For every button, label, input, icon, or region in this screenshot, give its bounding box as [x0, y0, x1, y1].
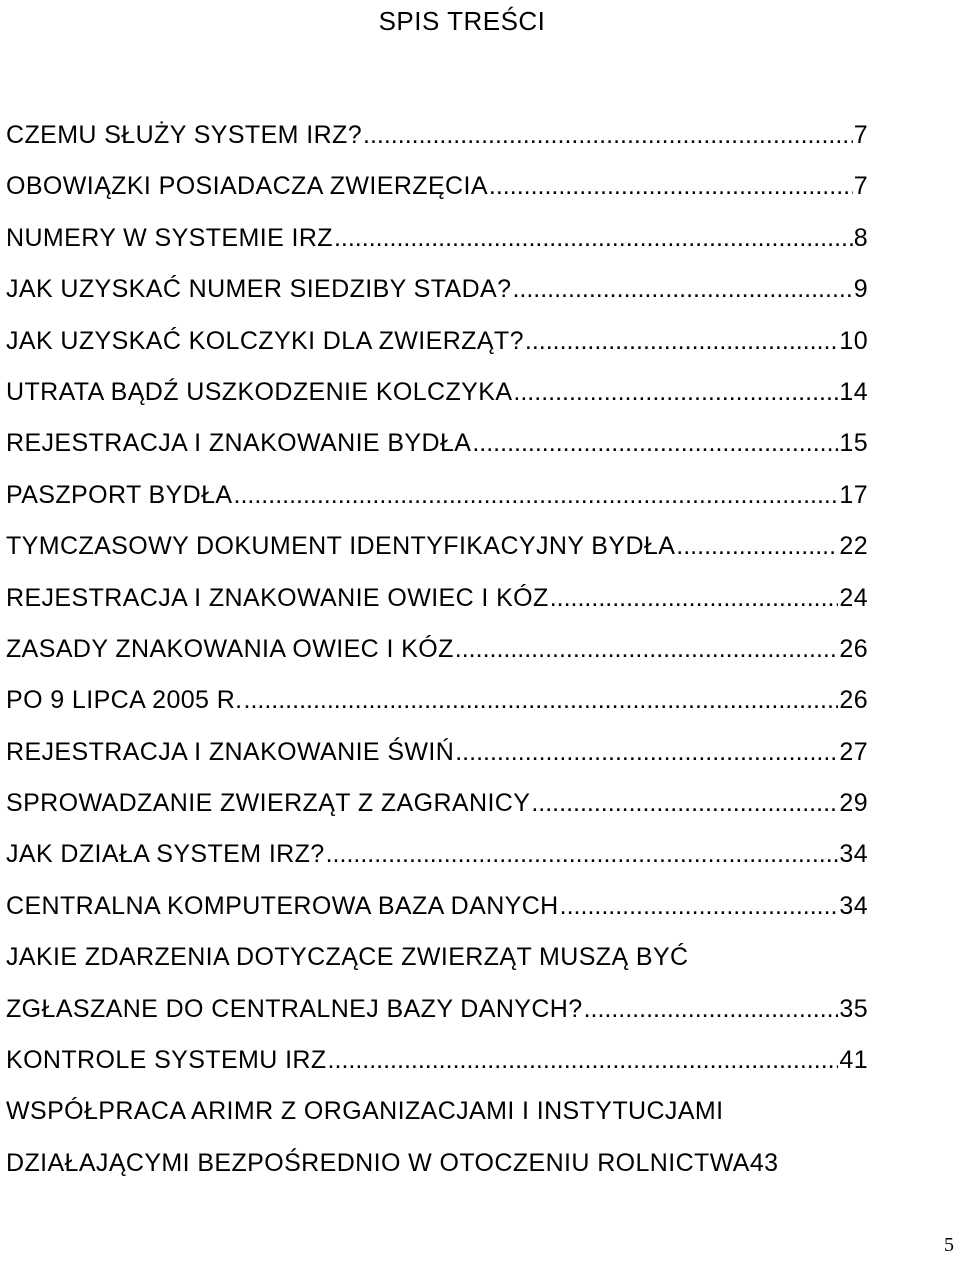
toc-entry-title: JAK UZYSKAĆ KOLCZYKI DLA ZWIERZĄT?	[6, 326, 524, 355]
toc-entry[interactable]	[6, 624, 868, 675]
toc-entry[interactable]	[6, 573, 868, 624]
toc-entry[interactable]	[6, 110, 868, 161]
toc-entry-page: 43	[749, 1148, 779, 1177]
toc-entry-page: 15	[839, 429, 868, 458]
toc-entry[interactable]	[6, 881, 868, 932]
toc-entry-page: 8	[853, 223, 868, 252]
toc-entry-title: SPROWADZANIE ZWIERZĄT Z ZAGRANICY	[6, 789, 531, 818]
toc-entry[interactable]	[6, 161, 868, 212]
toc-dot-leader	[489, 161, 853, 212]
toc-entry[interactable]	[6, 470, 868, 521]
toc-entry[interactable]	[6, 418, 868, 469]
toc-dot-leader	[455, 727, 838, 778]
toc-heading: SPIS TREŚCI	[378, 6, 546, 36]
toc-entry-title: JAK DZIAŁA SYSTEM IRZ?	[6, 840, 325, 869]
toc-entry-title: CZEMU SŁUŻY SYSTEM IRZ?	[6, 121, 363, 149]
page-number: 5	[944, 1234, 954, 1256]
toc-entry-page: 26	[839, 686, 868, 715]
toc-entry-title: OBOWIĄZKI POSIADACZA ZWIERZĘCIA	[6, 172, 488, 201]
toc-entry-title: PO 9 LIPCA 2005 R.	[6, 686, 243, 715]
toc-dot-leader	[334, 213, 853, 264]
toc-entry[interactable]	[6, 213, 868, 264]
toc-entry[interactable]	[6, 316, 868, 367]
toc-entry-page: 7	[853, 121, 868, 149]
toc-dot-leader	[328, 1035, 839, 1086]
toc-entry[interactable]	[6, 829, 868, 880]
toc-dot-leader	[455, 624, 839, 675]
toc-entry[interactable]	[6, 932, 868, 1035]
toc-dot-leader	[531, 778, 838, 829]
toc-entry-title: PASZPORT BYDŁA	[6, 480, 233, 509]
toc-entry[interactable]	[6, 264, 868, 315]
toc-dot-leader	[560, 881, 839, 932]
toc-dot-leader	[676, 521, 838, 572]
toc-entry[interactable]	[6, 727, 868, 778]
toc-entry-title-line: JAKIE ZDARZENIA DOTYCZĄCE ZWIERZĄT MUSZĄ BYĆ	[6, 943, 689, 972]
toc-entry-page: 22	[839, 532, 868, 561]
toc-entry-page: 29	[839, 789, 868, 818]
toc-entry-page: 34	[839, 840, 868, 869]
toc-entry[interactable]	[6, 1035, 868, 1086]
toc-dot-leader	[472, 418, 838, 469]
toc-dot-leader	[363, 110, 853, 161]
toc-entry[interactable]	[6, 367, 868, 418]
toc-entry-title: TYMCZASOWY DOKUMENT IDENTYFIKACYJNY BYDŁA	[6, 532, 676, 561]
table-of-contents	[6, 110, 868, 1189]
toc-entry[interactable]	[6, 1086, 868, 1189]
toc-entry-title-line: ZGŁASZANE DO CENTRALNEJ BAZY DANYCH?	[6, 994, 583, 1023]
toc-entry-title: REJESTRACJA I ZNAKOWANIE OWIEC I KÓZ	[6, 583, 549, 612]
toc-entry-page: 9	[853, 275, 868, 304]
toc-entry-page: 41	[839, 1046, 868, 1075]
toc-dot-leader	[512, 264, 852, 315]
toc-dot-leader	[234, 470, 839, 521]
toc-entry-page: 7	[853, 172, 868, 201]
toc-entry-title: ZASADY ZNAKOWANIA OWIEC I KÓZ	[6, 634, 454, 663]
toc-dot-leader	[513, 367, 838, 418]
toc-entry-page: 24	[839, 583, 868, 612]
toc-entry-title: CENTRALNA KOMPUTEROWA BAZA DANYCH	[6, 891, 559, 920]
toc-entry-title: REJESTRACJA I ZNAKOWANIE BYDŁA	[6, 429, 472, 458]
toc-dot-leader	[244, 675, 839, 726]
toc-entry[interactable]	[6, 675, 868, 726]
toc-entry[interactable]	[6, 521, 868, 572]
toc-entry-page: 17	[839, 480, 868, 509]
toc-entry-page: 27	[839, 737, 868, 766]
toc-entry-title-line: DZIAŁAJĄCYMI BEZPOŚREDNIO W OTOCZENIU ROLNICTWA	[6, 1148, 750, 1177]
toc-dot-leader	[550, 573, 839, 624]
toc-dot-leader	[584, 984, 839, 1035]
toc-entry-title: REJESTRACJA I ZNAKOWANIE ŚWIŃ	[6, 737, 455, 766]
toc-entry[interactable]	[6, 778, 868, 829]
toc-dot-leader	[326, 829, 839, 880]
toc-entry-title: UTRATA BĄDŹ USZKODZENIE KOLCZYKA	[6, 377, 513, 406]
toc-entry-page: 10	[839, 326, 868, 355]
toc-entry-title: KONTROLE SYSTEMU IRZ	[6, 1046, 327, 1075]
toc-entry-page: 26	[839, 634, 868, 663]
toc-dot-leader	[525, 316, 839, 367]
toc-entry-title: JAK UZYSKAĆ NUMER SIEDZIBY STADA?	[6, 275, 512, 304]
toc-entry-title: NUMERY W SYSTEMIE IRZ	[6, 223, 333, 252]
toc-entry-page: 14	[839, 377, 868, 406]
toc-entry-page: 34	[839, 891, 868, 920]
toc-entry-page: 35	[839, 994, 868, 1023]
toc-entry-title-line: WSPÓŁPRACA ARIMR Z ORGANIZACJAMI I INSTYTUCJAMI	[6, 1097, 724, 1126]
